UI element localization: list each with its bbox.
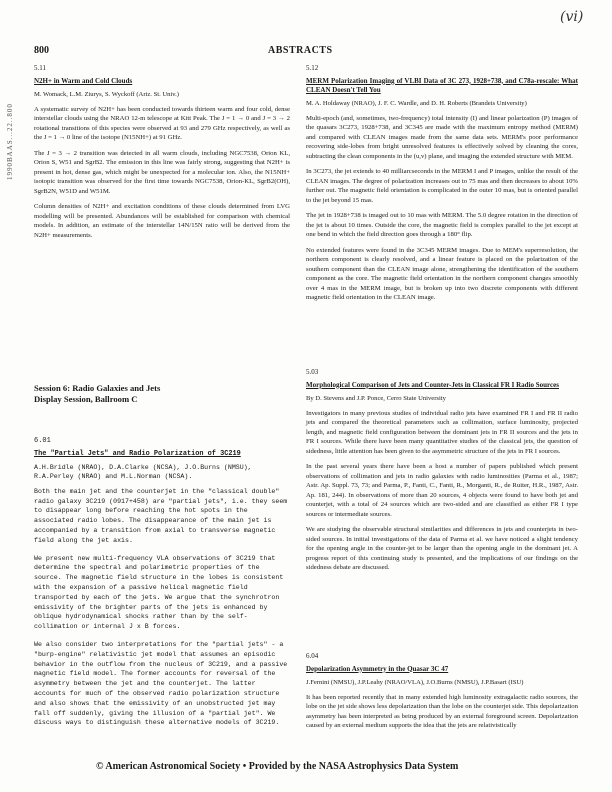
abstract-title: Morphological Comparison of Jets and Counter-Jets in Classical FR I Radio Sources <box>306 380 559 389</box>
page-header: ABSTRACTS <box>268 45 333 56</box>
abstract-id: 5.03 <box>306 368 319 376</box>
abstract-authors: M. Womack, L.M. Ziurys, S. Wyckoff (Ariz. St. Univ.) <box>34 90 179 98</box>
abstract-paragraph: Investigators in many previous studies of individual radio jets have examined FR I and FR II radio jets and compared the theoretical parameters such as collimation, surface luminosity, projected length, and magnetic field configuration between the dominant jets in FR II sources and the jets in FR I sources. While there have been many quantitative studies of the classical jets, the question of sidedness, little attention has been given to the asymmetric structure of the jets in FR I sources. <box>306 409 578 455</box>
abstract-title: The "Partial Jets" and Radio Polarization of 3C219 <box>34 449 241 458</box>
abstract-paragraph: In the past several years there have been a host a number of papers published which present observations of collimation and jets in radio galaxies with radio luminosities (Parma et al., 1987; Astr. Ap. Suppl. 73, 73; and Parma, P., Fanti, C., Fanti, R., Morganti, R., de Ruiter, H.R., 1987, Astr. Ap. 181, 244). In observations of more than 20 sources, 4 objects were found to have both jet and counterjet, with a total of 24 sources which are two-sided and are classified as either FR I type sources or intermediate sources. <box>306 463 578 518</box>
abstract-paragraph: In 3C273, the jet extends to 40 milliarcseconds in the MERM I and P images, unlike the result of the CLEAN images. The degree of polarization increases out to 75 mas and then decreases to about 10% further out. The magnetic field orientation is complicated in the outer 10 mas, but is oriented parallel to the jet beyond 15 mas. <box>306 168 578 204</box>
abstract-5-12 <box>306 64 578 309</box>
handwritten-annotation: (vi) <box>560 9 584 25</box>
abstract-authors: M. A. Holdaway (NRAO), J. F. C. Wardle, and D. H. Roberts (Brandeis University) <box>306 99 527 107</box>
abstract-paragraph: The J = 3 → 2 transition was detected in all warm clouds, including NGC7538, Orion KL, Orion S, W51 and SgrB2. The emission in this line was fairly strong, suggesting that N2H+ is present in hot, dense gas, which might be unexpected for a molecular ion. Also, the N15NH+ isotopic transition was observed for the first time towards NGC7538, Orion-KL, SgrB2(OH), SgrB2N, W51D and W51M. <box>34 149 290 195</box>
abstract-paragraph: We are studying the observable structural similarities and differences in jets and counterjets in two-sided sources. In initial investigations of the data of Parma et al. we have noticed a slight tendency for the opening angle in the counter-jet to be larger than the opening angle in the dominant jet. A progress report of this continuing study is presented, and the implications of our findings on the sidedness debate are discussed. <box>306 526 578 571</box>
abstract-authors: A.H.Bridle (NRAO), D.A.Clarke (NCSA), J.O.Burns (NMSU), R.A.Perley (NRAO) and M.L.Norman (NCSA). <box>34 463 252 480</box>
footer-credit: © American Astronomical Society • Provided by the NASA Astrophysics Data System <box>96 761 459 772</box>
abstract-6-01 <box>34 437 290 736</box>
abstract-paragraph: We present new multi-frequency VLA observations of 3C219 that determine the spectral and polarimetric properties of the source. The magnetic field structure in the lobes is consistent with the expansion of a passive helical magnetic field transported by each of the jets. We argue that the synchrotron emissivity of the brighter parts of the jets is enhanced by oblique hydrodynamical shocks rather than by the self-collimation or internal J x B forces. <box>34 554 284 631</box>
abstract-title: N2H+ in Warm and Cold Clouds <box>34 76 133 85</box>
abstract-id: 5.12 <box>306 64 319 72</box>
abstract-paragraph: We also consider two interpretations for the "partial jets" - a "burp-engine" relativistic jet model that assumes an episodic behavior in the outflow from the nucleus of 3C219, and a passive magnetic field model. The former accounts for reversal of the asymmetry between the jet and the counterjet. The latter accounts for much of the observed radio polarization structure and also shows that the emissivity of an unobstructed jet may fall off suddenly, giving the illusion of a "partial jet". We discuss ways to distinguish these alternative models of 3C219. <box>34 640 288 727</box>
abstract-id: 5.11 <box>34 64 46 72</box>
abstract-authors: By D. Stevens and J.P. Ponce, Cerro State University <box>306 394 446 402</box>
abstract-paragraph: Column densities of N2H+ and excitation conditions of these clouds determined from LVG modelling will be presented. Abundances will be established for comparison with chemical models. In addition, an estimate of the interstellar 14N/15N ratio will be derived from the N2H+ measurements. <box>34 203 290 239</box>
abstract-6-04 <box>306 652 578 737</box>
abstract-paragraph: It has been reported recently that in many extended high luminosity extragalactic radio sources, the lobe on the jet side shows less depolarization than the lobe on the counterjet side. This depolarization asymmetry has been interpreted as being produced by an external foreground screen. Depolarization caused by an external medium supports the idea that the jets are relativistically <box>306 693 578 729</box>
left-column <box>34 64 290 246</box>
abstract-paragraph: No extended features were found in the 3C345 MERM images. Due to MEM's superresolution, the northern component is clearly resolved, and a linear feature is placed on the polarization of the southern component than the CLEAN image alone, strengthening the identification of the southern component as the core. The magnetic field orientation in the northern component changes smoothly over 4 mas in the MERM image, but is broken up into two discrete components with different magnetic field orientation in the CLEAN image. <box>306 246 578 301</box>
abstract-5-03 <box>306 368 578 579</box>
side-stamp: 1990BAAS...22..800 <box>6 103 14 180</box>
abstract-id: 6.04 <box>306 652 319 660</box>
page-number: 800 <box>34 45 49 56</box>
abstract-paragraph: A systematic survey of N2H+ has been conducted towards thirteen warm and four cold, dense interstellar clouds using the NRAO 12-m telescope at Kitt Peak. The J = 1 → 0 and J = 3 → 2 rotational transitions of this species were observed at 93 and 279 GHz respectively, as well as the J = 1 → 0 line of the isotope (N15NH+) at 91 GHz. <box>34 105 290 141</box>
session-title: Session 6: Radio Galaxies and Jets <box>34 383 161 393</box>
session-heading <box>34 383 160 405</box>
abstract-title: Depolarization Asymmetry in the Quasar 3C 47 <box>306 664 449 673</box>
abstract-5-11 <box>34 64 290 240</box>
session-location: Display Session, Ballroom C <box>34 394 138 404</box>
abstract-paragraph: The jet in 1928+738 is imaged out to 10 mas with MERM. The 5.0 degree rotation in the direction of the jet is about 10 times. Outside the core, the magnetic field is complex parallel to the jet except at one bend in which the field direction goes through a 180° flip. <box>306 212 578 238</box>
abstract-paragraph: Multi-epoch (and, sometimes, two-frequency) total intensity (I) and linear polarization (P) images of the quasars 3C273, 1928+738, and 3C345 are made with the maximum entropy method (MERM) and compared with CLEAN images made from the same data sets. MERM's poor performance recovering side-lobes from bright unresolved features is effectively solved by cleaning the cores, subtracting the clean components in the (u,v) plane, and imaging the extended structure with MEM. <box>306 114 578 160</box>
abstract-paragraph: Both the main jet and the counterjet in the "classical double" radio galaxy 3C219 (0917+458) are "partial jets", i.e. they seem to disappear long before reaching the hot spots in the associated radio lobes. The disappearance of the main jet is accompanied by a transition from axial to transverse magnetic field along the jet axis. <box>34 487 288 544</box>
abstract-authors: J.Fernini (NMSU), J.P.Leahy (NRAO/VLA), J.O.Burns (NMSU), J.P.Basart (ISU) <box>306 678 524 686</box>
abstract-id: 6.01 <box>34 437 51 445</box>
abstract-title: MERM Polarization Imaging of VLBI Data of 3C 273, 1928+738, and C78a-rescale: What CLEAN Doesn't Tell You <box>306 76 578 94</box>
